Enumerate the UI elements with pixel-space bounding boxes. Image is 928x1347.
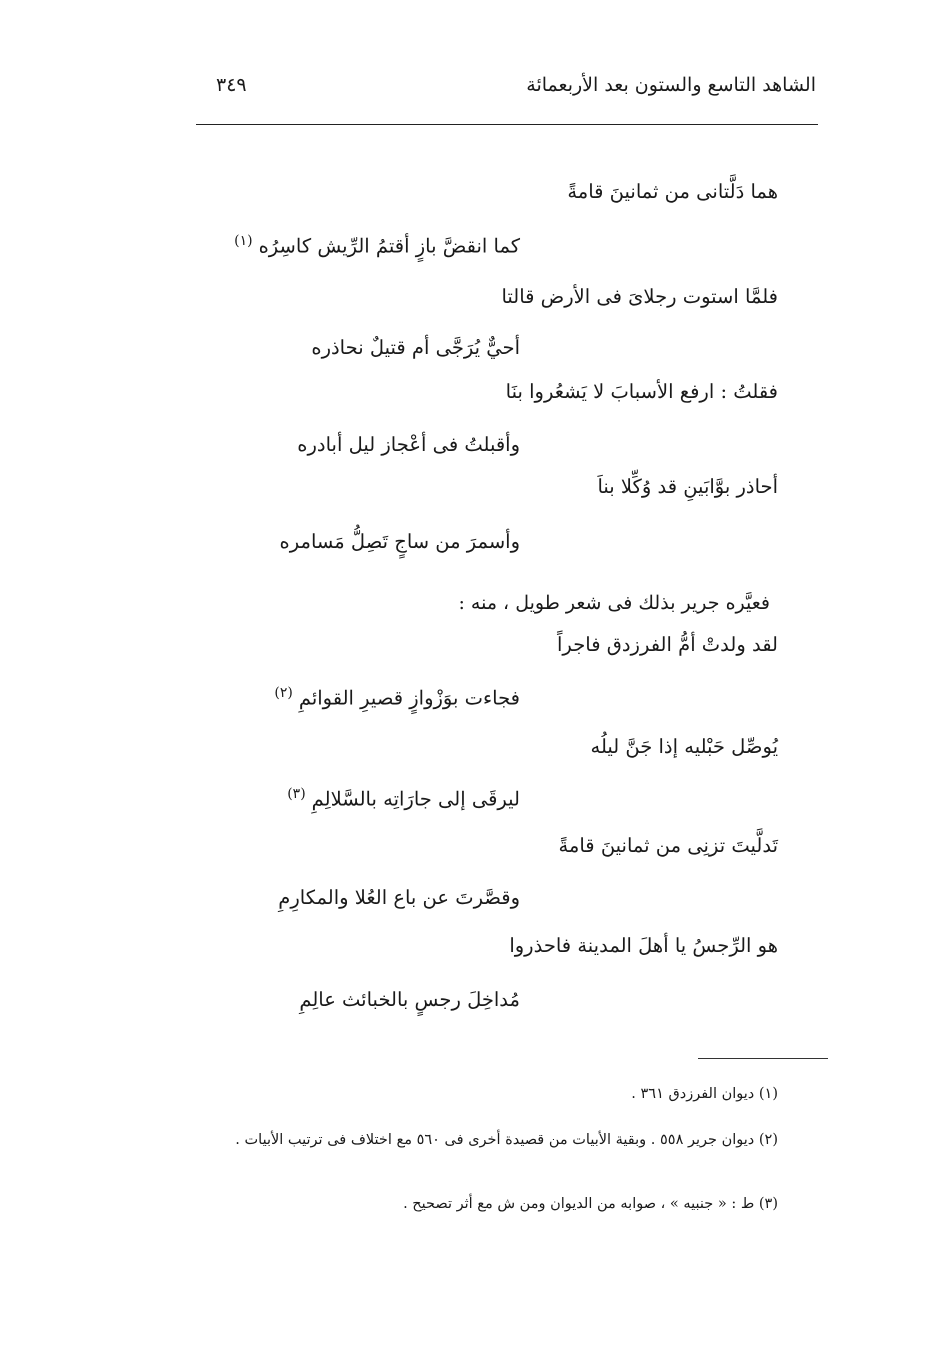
header-rule bbox=[196, 124, 818, 125]
verse-text: كما انقضَّ بازٍ أقتمُ الرِّيش كاسِرُه bbox=[258, 234, 520, 258]
prose-line: فعيَّره جرير بذلك فى شعر طويل ، منه : bbox=[458, 592, 770, 614]
verse-2-second-hemistich: أحيٌّ يُرَجَّى أم قتيلٌ نحاذره bbox=[311, 336, 520, 359]
verse-6-first-hemistich: يُوصِّل حَبْليه إذا جَنَّ ليلُه bbox=[590, 735, 778, 758]
verse-7-second-hemistich: وقصَّرتَ عن باع العُلا والمكارِمِ bbox=[278, 886, 520, 909]
verse-1-first-hemistich: هما دَلَّتانى من ثمانينَ قامةً bbox=[567, 180, 778, 203]
verse-3-second-hemistich: وأقبلتُ فى أعْجاز ليل أبادره bbox=[297, 433, 520, 456]
footnote-rule bbox=[698, 1058, 828, 1059]
verse-5-first-hemistich: لقد ولدتْ أمُّ الفرزدق فاجراً bbox=[557, 633, 778, 656]
verse-8-first-hemistich: هو الرِّجسُ يا أهلَ المدينة فاحذروا bbox=[509, 934, 778, 957]
page-number: ٣٤٩ bbox=[216, 74, 247, 96]
footnote-ref-2: (٢) bbox=[274, 685, 293, 701]
verse-6-second-hemistich bbox=[287, 786, 520, 811]
verse-7-first-hemistich: تَدلَّيتَ تزنِى من ثمانينَ قامةً bbox=[558, 834, 778, 857]
footnote-2: (٢) ديوان جرير ٥٥٨ . وبقية الأبيات من قصيدة أخرى فى ٥٦٠ مع اختلاف فى ترتيب الأبيات . bbox=[235, 1132, 778, 1148]
footnote-1: (١) ديوان الفرزدق ٣٦١ . bbox=[631, 1086, 778, 1102]
footnote-ref-3: (٣) bbox=[287, 786, 306, 802]
verse-5-second-hemistich bbox=[274, 685, 520, 710]
running-head: الشاهد التاسع والستون بعد الأربعمائة bbox=[526, 74, 816, 96]
footnote-ref-1: (١) bbox=[234, 233, 253, 249]
verse-4-first-hemistich: أحاذر بوَّابَينِ قد وُكِّلا بناَ bbox=[597, 475, 778, 498]
verse-text: ليرقَى إلى جارَاتِه بالسَّلالِمِ bbox=[311, 787, 520, 811]
verse-text: فجاءت بوَزْوازٍ قصيرِ القوائمِ bbox=[298, 686, 520, 710]
verse-2-first-hemistich: فلمَّا استوت رجلاىَ فى الأرض قالتا bbox=[501, 285, 778, 308]
verse-8-second-hemistich: مُداخِلَ رجسٍ بالخبائث عالِمِ bbox=[299, 988, 520, 1011]
verse-3-first-hemistich: فقلتُ : ارفع الأسبابَ لا يَشعُروا بنَا bbox=[505, 380, 778, 403]
verse-4-second-hemistich: وأسمرَ من ساجٍ تَصِلُّ مَسامره bbox=[279, 530, 520, 553]
verse-1-second-hemistich bbox=[234, 233, 520, 258]
footnote-3: (٣) ط : « جنبيه » ، صوابه من الديوان ومن ش مع أثر تصحيح . bbox=[403, 1196, 778, 1212]
